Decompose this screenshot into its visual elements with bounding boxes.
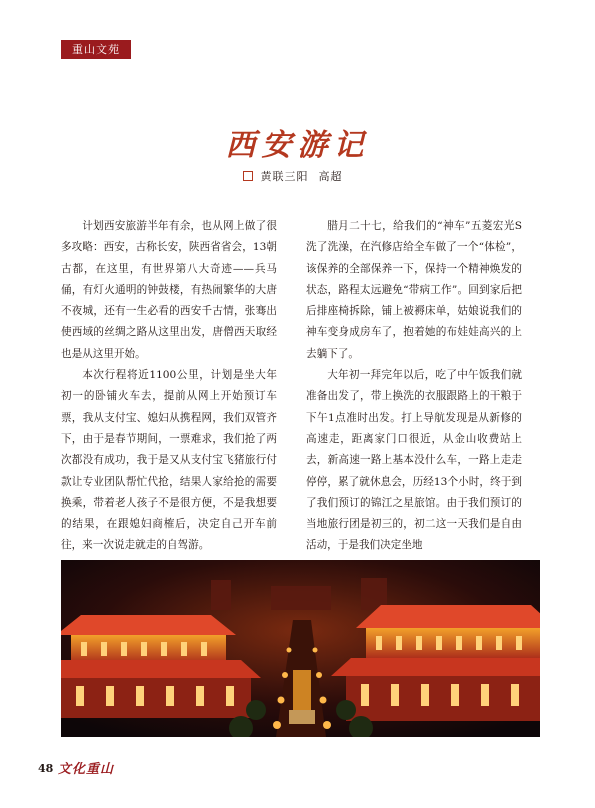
square-bullet-icon — [243, 171, 253, 181]
article-title: 西安游记 — [225, 128, 370, 163]
author-name: 黄联三阳 — [260, 170, 309, 183]
paragraph: 本次行程将近1100公里，计划是坐大年初一的卧铺火车去，提前从网上开始预订车票，我从支付宝、媳妇从携程网，我们双管齐下，由于是春节期间，一票难求，我们抢了两次都没有成功，我于是又从支付宝飞猪旅行付款让专业团队帮忙代抢，结果人家给抢的需要换乘，带着老人孩子不是很方便，不是我想要的结果，在跟媳妇商榷后，决定自己开车前往，来一次说走就走的自驾游。 — [61, 369, 277, 552]
page-number: 48 — [38, 762, 54, 775]
byline — [0, 168, 595, 184]
paragraph: 大年初一拜完年以后，吃了中午饭我们就准备出发了，带上换洗的衣服跟路上的干粮于下午1点准时出发。打上导航发现是从新修的高速走，距离家门口很近，从金山收费站上去，新高速一路上基本没什么车，一路上走走停停，累了就休息会，历经13个小时，终于到了我们预订的锦江之星旅馆。由于我们预订的当地旅行团是初三的，初二这一天我们是自由活动，于是我们决定坐地 — [306, 369, 522, 552]
author-name: 高超 — [318, 170, 343, 183]
night-scene-illustration — [61, 560, 540, 737]
section-tag: 重山文苑 — [61, 40, 131, 59]
magazine-logo: 文化重山 — [58, 762, 115, 777]
paragraph: 腊月二十七，给我们的“神车”五菱宏光S洗了洗澡，在汽修店给全车做了一个“体检”，该保养的全部保养一下，保持一个精神焕发的状态，路程太远避免“带病工作”。回到家后把后排座椅拆除，铺上被褥床单，姑娘说我们的神车变身成房车了，抱着她的布娃娃高兴的上去躺下了。 — [306, 220, 522, 360]
article-photo — [61, 560, 540, 737]
paragraph: 计划西安旅游半年有余，也从网上做了很多攻略：西安，古称长安，陕西省省会，13朝古都，在这里，有世界第八大奇迹——兵马俑，有灯火通明的钟鼓楼，有热闹繁华的大唐不夜城，还有一生必看的西安千古情，张骞出使西域的丝绸之路从这里出发，唐僧西天取经也是从这里开始。 — [61, 220, 277, 360]
left-column — [61, 216, 277, 557]
right-column — [306, 216, 522, 557]
